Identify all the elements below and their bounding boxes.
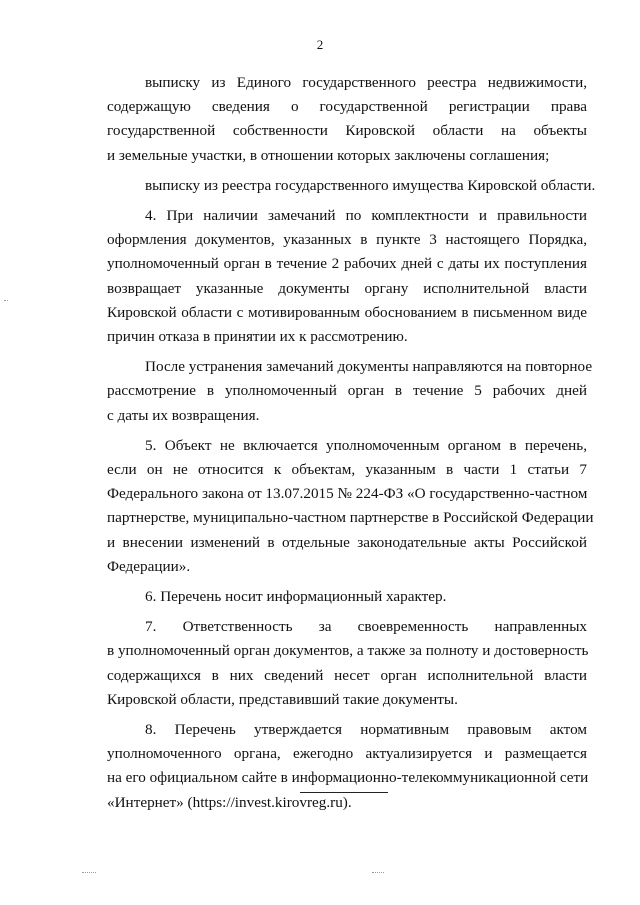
- text-line: и внесении изменений в отдельные законодательные акты Российской: [107, 533, 587, 551]
- text-line: содержащую сведения о государственной регистрации права: [107, 98, 587, 116]
- text-line: в уполномоченный орган документов, а также за полноту и достоверность: [107, 642, 589, 660]
- paragraph-resubmission: [107, 355, 593, 428]
- text-line: 7. Ответственность за своевременность направленных: [145, 618, 587, 636]
- scan-artifact: [82, 872, 96, 873]
- text-line: 8. Перечень утверждается нормативным правовым актом: [145, 721, 587, 739]
- paragraph-item-5: [107, 434, 594, 579]
- text-line: выписку из Единого государственного реестра недвижимости,: [145, 74, 587, 91]
- text-line: выписку из реестра государственного имущества Кировской области.: [145, 176, 596, 194]
- text-line: Кировской области, представивший такие документы.: [107, 690, 458, 708]
- paragraph-extract-registry: [107, 71, 587, 168]
- text-line: Федерации».: [107, 557, 191, 575]
- text-line: 5. Объект не включается уполномоченным органом в перечень,: [145, 436, 587, 454]
- text-line: с даты их возвращения.: [107, 406, 260, 424]
- text-line: Федерального закона от 13.07.2015 № 224-ФЗ «О государственно-частном: [107, 485, 588, 503]
- text-line: Кировской области с мотивированным обоснованием в письменном виде: [107, 303, 587, 321]
- text-line: «Интернет» (https://invest.kirovreg.ru).: [107, 793, 352, 811]
- scan-artifact: [372, 872, 384, 873]
- text-line: уполномоченного органа, ежегодно актуализируется и размещается: [107, 745, 587, 763]
- text-line: партнерстве, муниципально-частном партнерстве в Российской Федерации: [107, 509, 594, 527]
- paragraph-item-8: [107, 718, 587, 815]
- text-line: рассмотрение в уполномоченный орган в течение 5 рабочих дней: [107, 382, 587, 400]
- text-line: После устранения замечаний документы направляются на повторное: [145, 358, 593, 376]
- text-line: содержащихся в них сведений несет орган исполнительной власти: [107, 666, 587, 684]
- text-line: государственной собственности Кировской области на объекты: [107, 122, 587, 140]
- text-line: уполномоченный орган в течение 2 рабочих дней с даты их поступления: [107, 255, 587, 273]
- document-body: [107, 71, 596, 815]
- text-line: возвращает указанные документы органу исполнительной власти: [107, 279, 587, 297]
- text-line: если он не относится к объектам, указанным в части 1 статьи 7: [107, 461, 587, 479]
- paragraph-item-7: [107, 615, 587, 712]
- text-line: причин отказа в принятии их к рассмотрению.: [107, 328, 408, 346]
- text-line: оформления документов, указанных в пункте 3 настоящего Порядка,: [107, 231, 587, 249]
- end-of-document-rule: [300, 792, 388, 793]
- page-number: 2: [316, 37, 324, 52]
- text-line: 6. Перечень носит информационный характер.: [145, 588, 447, 606]
- text-line: на его официальном сайте в информационно-телекоммуникационной сети: [107, 769, 589, 787]
- paragraph-extract-property: [107, 174, 596, 198]
- text-line: 4. При наличии замечаний по комплектности и правильности: [145, 207, 587, 225]
- paragraph-item-4: [107, 204, 587, 349]
- scan-artifact: [4, 300, 8, 301]
- paragraph-item-6: [107, 585, 587, 609]
- text-line: и земельные участки, в отношении которых заключены соглашения;: [107, 146, 550, 164]
